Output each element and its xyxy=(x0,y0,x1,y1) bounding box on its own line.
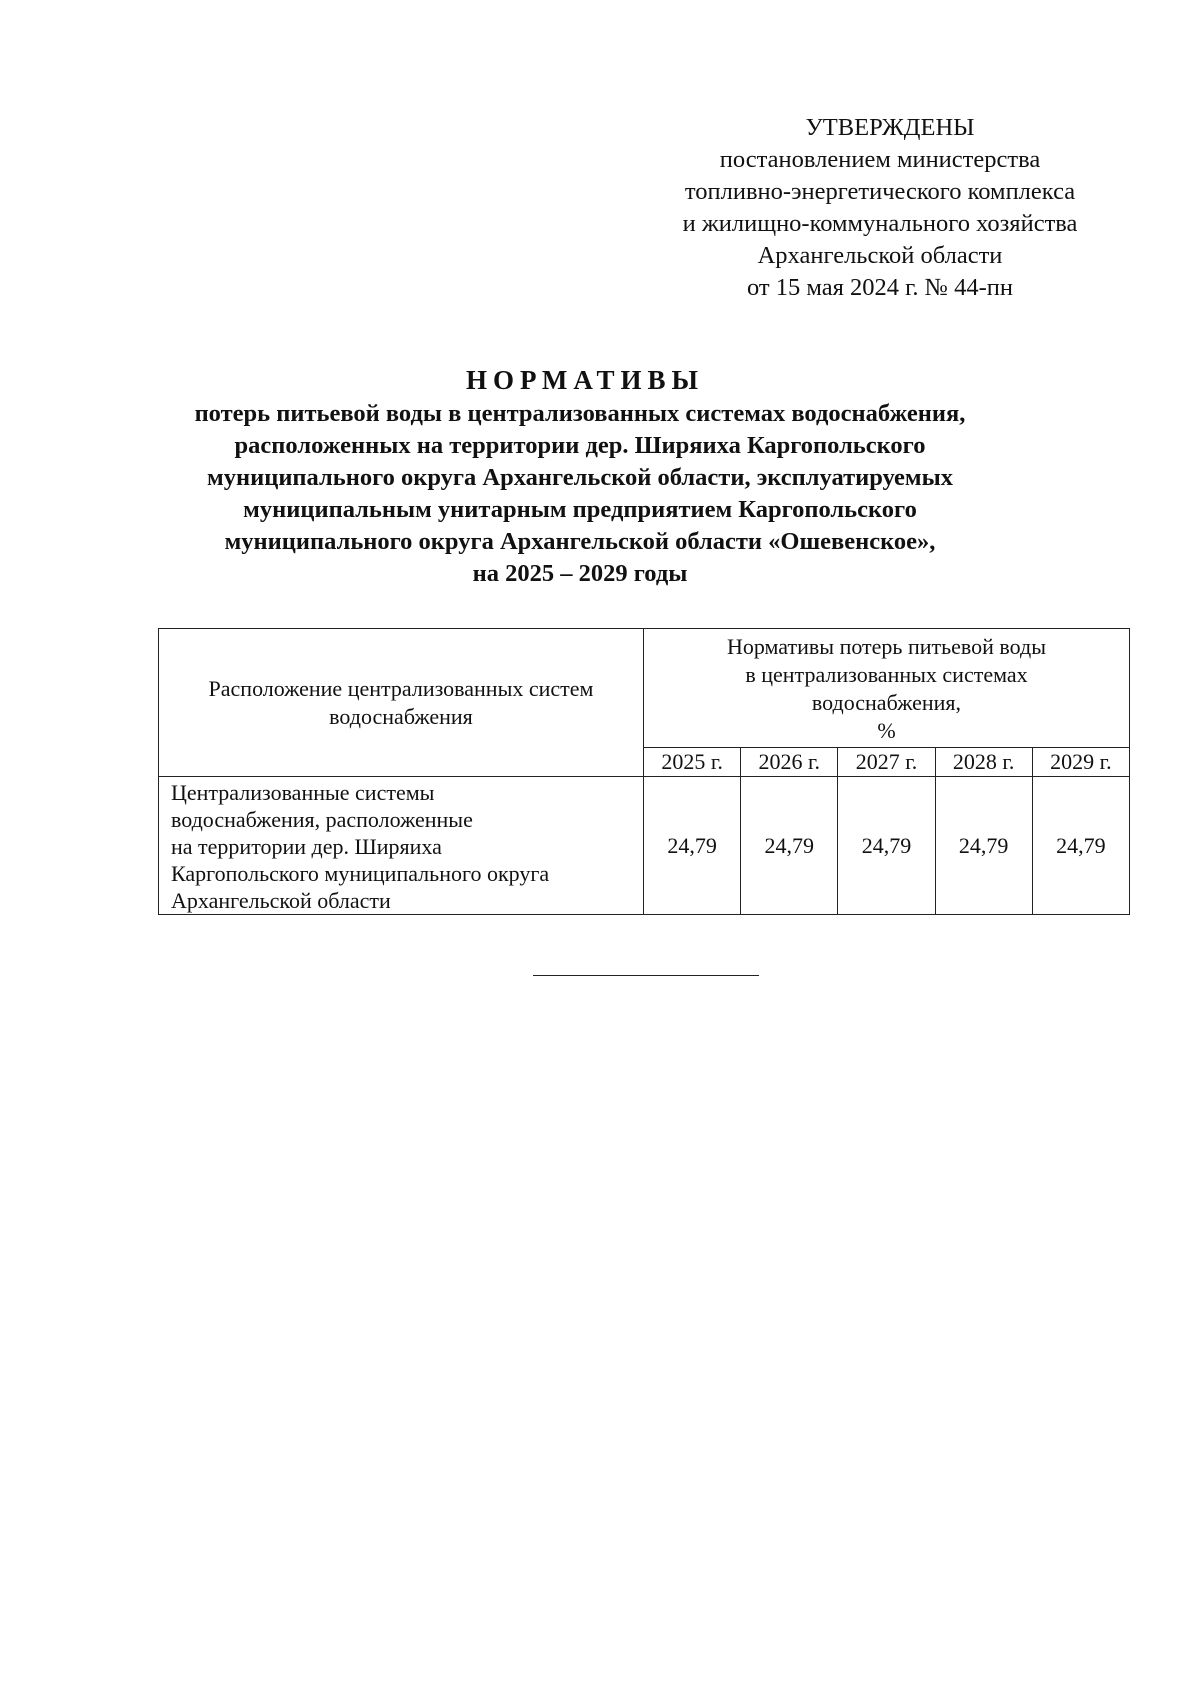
subtitle-line: муниципального округа Архангельской области, эксплуатируемых xyxy=(207,464,953,491)
subtitle-line: на 2025 – 2029 годы xyxy=(472,560,688,587)
closing-divider xyxy=(533,975,759,976)
approval-line: постановлением министерства xyxy=(719,146,1041,173)
approval-date-line: от 15 мая 2024 г. № 44-пн xyxy=(746,274,1014,301)
location-line: водоснабжения, расположенные xyxy=(171,807,473,832)
year-header: 2025 г. xyxy=(644,748,741,777)
year-header: 2026 г. xyxy=(741,748,838,777)
header-line: Нормативы потерь питьевой воды xyxy=(726,634,1047,659)
header-line: % xyxy=(877,718,896,743)
header-line: в централизованных системах xyxy=(745,662,1028,687)
approval-block xyxy=(620,112,1140,304)
subtitle-line: муниципальным унитарным предприятием Каргопольского xyxy=(243,496,917,523)
table-header-row xyxy=(159,629,1130,748)
value-cell: 24,79 xyxy=(741,777,838,915)
location-line: Централизованные системы xyxy=(171,780,435,805)
document-title: НОРМАТИВЫ xyxy=(465,365,705,395)
approval-heading: УТВЕРЖДЕНЫ xyxy=(805,114,975,141)
value-cell: 24,79 xyxy=(838,777,935,915)
location-line: на территории дер. Ширяиха xyxy=(171,834,442,859)
year-header: 2027 г. xyxy=(838,748,935,777)
norms-column-header xyxy=(644,629,1130,748)
year-header: 2029 г. xyxy=(1032,748,1129,777)
approval-line: и жилищно-коммунального хозяйства xyxy=(682,210,1078,237)
document-title-block xyxy=(140,362,1020,590)
subtitle-line: потерь питьевой воды в централизованных системах водоснабжения, xyxy=(194,400,966,427)
subtitle-line: муниципального округа Архангельской области «Ошевенское», xyxy=(224,528,936,555)
location-column-header xyxy=(159,629,644,777)
value-cell: 24,79 xyxy=(644,777,741,915)
header-line: водоснабжения xyxy=(329,703,473,729)
approval-line: Архангельской области xyxy=(757,242,1003,269)
value-cell: 24,79 xyxy=(935,777,1032,915)
approval-line: топливно-энергетического комплекса xyxy=(684,178,1076,205)
value-cell: 24,79 xyxy=(1032,777,1129,915)
location-line: Архангельской области xyxy=(171,888,391,913)
document-subtitle xyxy=(140,398,1020,590)
header-line: водоснабжения, xyxy=(811,690,962,715)
norms-table xyxy=(158,628,1130,915)
year-header: 2028 г. xyxy=(935,748,1032,777)
table-row xyxy=(159,777,1130,915)
subtitle-line: расположенных на территории дер. Ширяиха Каргопольского xyxy=(234,432,926,459)
header-line: Расположение централизованных систем xyxy=(208,675,594,701)
location-cell xyxy=(159,777,644,915)
location-line: Каргопольского муниципального округа xyxy=(171,861,550,886)
